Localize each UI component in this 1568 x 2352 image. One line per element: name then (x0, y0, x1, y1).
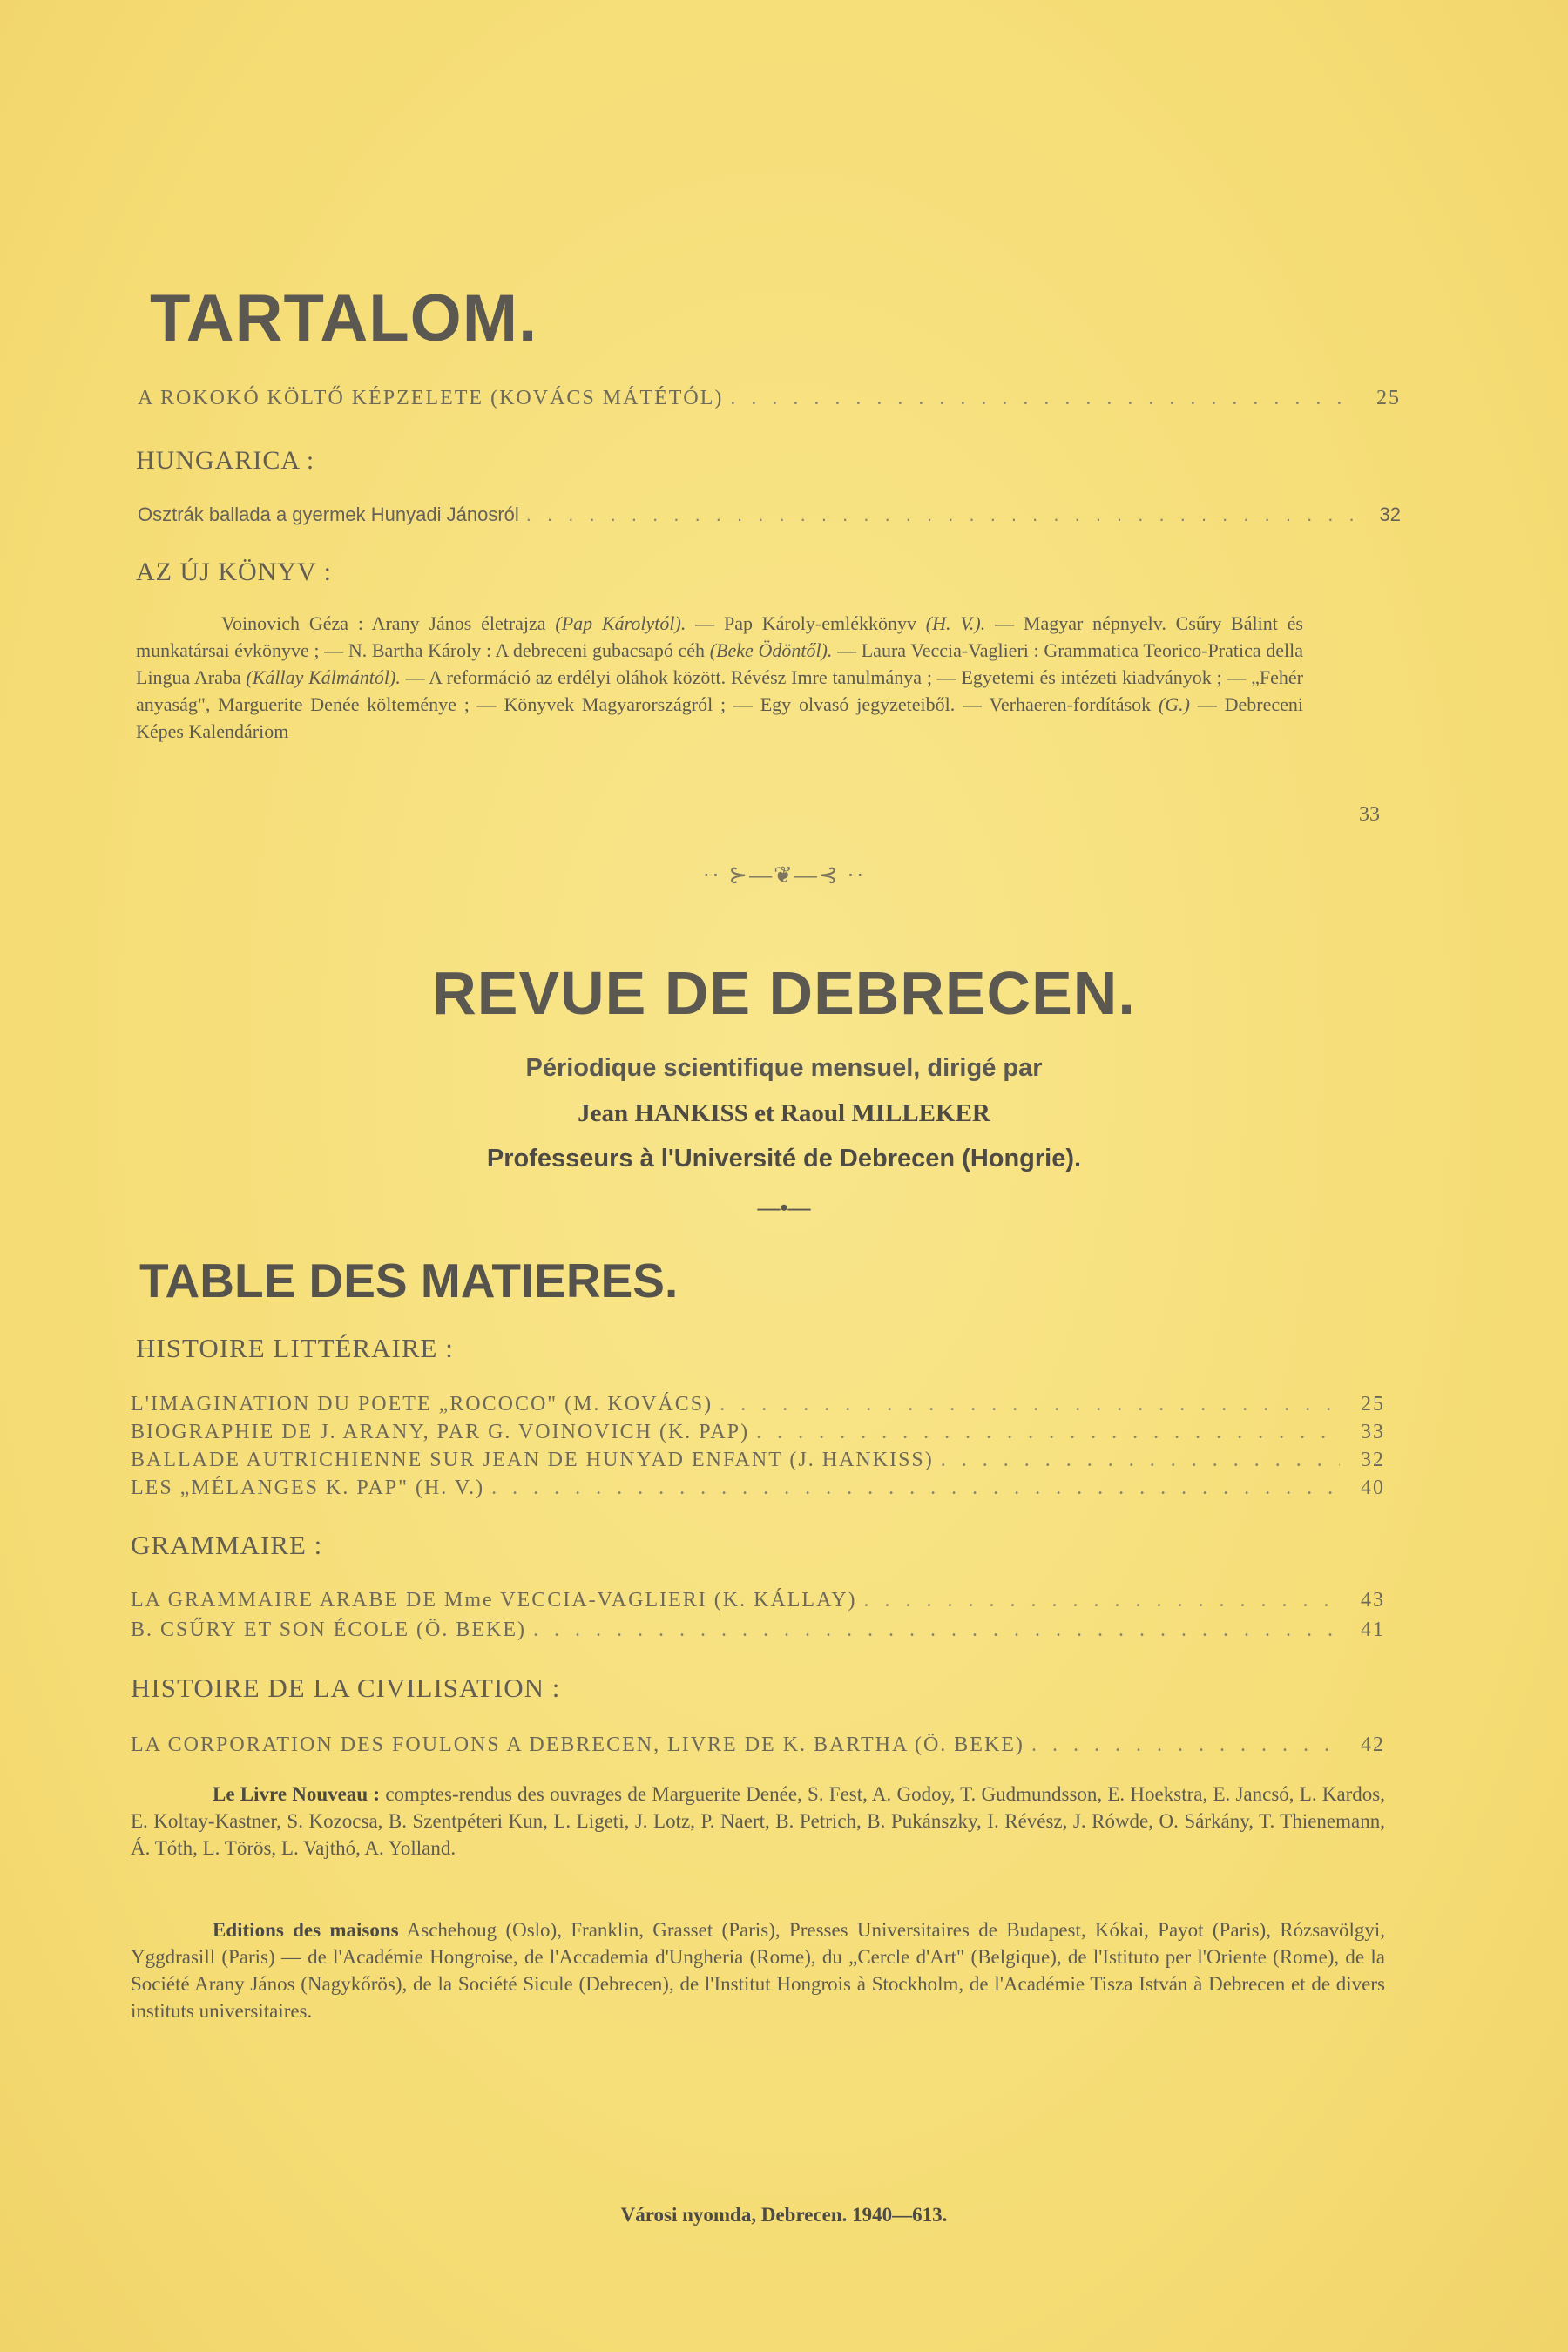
toc-entry-page: 25 (1361, 1393, 1385, 1416)
toc-entry (131, 1474, 1385, 1502)
toc-entry (131, 1585, 1385, 1615)
toc-entry (138, 504, 1401, 526)
toc-entry-page: 25 (1376, 387, 1401, 409)
toc-entry-text: LES „MÉLANGES K. PAP" (H. V.) (131, 1477, 485, 1499)
toc-entry-text: Osztrák ballada a gyermek Hunyadi Jánosról (138, 504, 519, 525)
toc-entry-page: 42 (1361, 1734, 1385, 1756)
konyv-author: (Kállay Kálmántól). (246, 666, 401, 688)
civ-heading: HISTOIRE DE LA CIVILISATION : (131, 1673, 561, 1703)
toc-entry-page: 32 (1379, 504, 1401, 525)
toc-entry-text: BIOGRAPHIE DE J. ARANY, PAR G. VOINOVICH (K. PAP) (131, 1421, 750, 1443)
table-title: TABLE DES MATIERES. (139, 1254, 679, 1308)
konyv-author: (Beke Ödöntől). (709, 639, 833, 661)
ornament-arrow: —•— (757, 1195, 811, 1220)
hungarica-list (138, 504, 1401, 526)
grammaire-list (131, 1585, 1385, 1645)
toc-entry-page: 43 (1361, 1589, 1385, 1612)
leader-dots (1031, 1734, 1340, 1757)
leader-dots (526, 504, 1355, 526)
toc-entry (131, 1418, 1385, 1446)
toc-entry-page: 40 (1361, 1477, 1385, 1499)
leader-dots (730, 387, 1355, 410)
konyv-author: (H. V.). (925, 612, 986, 634)
toc-entry-page: 33 (1361, 1421, 1385, 1443)
toc-entry (131, 1446, 1385, 1474)
toc-entry-text: L'IMAGINATION DU POETE „ROCOCO" (M. KOVÁCS) (131, 1393, 713, 1416)
konyv-text: — Magyar népnyelv. Csűry Bálint és munkatársai évkönyve ; — N. Bartha Károly : A debreceni gubacsapó céh (136, 612, 1303, 661)
konyv-text: — Pap Károly-emlékkönyv (686, 612, 926, 634)
toc-entry-page: 41 (1361, 1619, 1385, 1641)
editions-paragraph (131, 1916, 1385, 2024)
konyv-author: (Pap Károlytól). (555, 612, 686, 634)
konyv-page: 33 (1359, 803, 1380, 826)
toc-entry-page: 32 (1361, 1449, 1385, 1471)
hist-lit-heading: HISTOIRE LITTÉRAIRE : (136, 1333, 454, 1363)
livre-text: comptes-rendus des ouvrages de Marguerite Denée, S. Fest, A. Godoy, T. Gudmundsson, E. Hoekstra, E. Jancsó, L. Kardos, E. Koltay-Kastner, S. Kozocsa, B. Szentpéteri Kun, L. Ligeti, J. Lotz, P. Naert, B. Petrich, B. Pukánszky, I. Révész, J. Rówde, O. Sárkány, T. Thienemann, Á. Tóth, L. Törös, L. Vajthó, A. Yolland. (131, 1783, 1386, 1859)
konyv-author: (G.) (1158, 693, 1190, 715)
editions-lead: Editions des maisons (213, 1919, 399, 1941)
leader-dots (491, 1474, 1340, 1502)
leader-dots (533, 1615, 1340, 1645)
toc-entry-text: B. CSŰRY ET SON ÉCOLE (Ö. BEKE) (131, 1619, 527, 1641)
civ-list (131, 1734, 1385, 1757)
journal-title: REVUE DE DEBRECEN. (432, 959, 1136, 1027)
journal-directors: Jean HANKISS et Raoul MILLEKER (578, 1099, 990, 1127)
toc-entry-text: LA GRAMMAIRE ARABE DE Mme VECCIA-VAGLIERI (K. KÁLLAY) (131, 1589, 857, 1612)
ornament-divider: ·· ⊱—❦—⊰ ·· (702, 862, 866, 888)
toc-entry-text: A ROKOKÓ KÖLTŐ KÉPZELETE (KOVÁCS MÁTÉTÓL) (138, 387, 724, 409)
leader-dots (720, 1390, 1340, 1418)
konyv-text: — Laura Veccia-Vaglieri : Grammatica Teorico-Pratica della Lingua Araba (136, 639, 1304, 688)
konyv-text: — A reformáció az erdélyi oláhok között. Révész Imre tanulmánya ; — Egyetemi és intézeti kiadványok ; — „Fehér anyaság", Marguerite Denée költeménye ; — Könyvek Magyarországról ; — Egy olvasó jegyzeteiből. — Verhaeren-fordítások (136, 666, 1304, 715)
journal-subtitle: Périodique scientifique mensuel, dirigé par (525, 1054, 1043, 1082)
toc-entry (131, 1734, 1385, 1757)
livre-nouveau-paragraph (131, 1781, 1385, 1862)
printer-footer: Városi nyomda, Debrecen. 1940—613. (620, 2204, 948, 2226)
hu-main-list (138, 387, 1401, 410)
konyv-text: Voinovich Géza : Arany János életrajza (221, 612, 556, 634)
toc-entry (131, 1615, 1385, 1645)
grammaire-heading: GRAMMAIRE : (131, 1530, 323, 1560)
tartalom-title: TARTALOM. (150, 281, 538, 355)
editions-text: Aschehoug (Oslo), Franklin, Grasset (Paris), Presses Universitaires de Budapest, Kókai, Payot (Paris), Rózsavölgyi, Yggdrasill (Paris) — de l'Académie Hongroise, de l'Accademia d'Ungheria (Rome), du „Cercle d'Art" (Belgique), de l'Istituto per l'Oriente (Rome), de la Société Arany János (Nagykőrös), de la Société Sicule (Debrecen), de l'Institut Hongrois à Stockholm, de l'Académie Tisza István à Debrecen et de divers instituts universitaires. (131, 1919, 1385, 2022)
journal-professors: Professeurs à l'Université de Debrecen (Hongrie). (486, 1145, 1082, 1173)
livre-lead: Le Livre Nouveau : (213, 1783, 381, 1805)
toc-entry-text: BALLADE AUTRICHIENNE SUR JEAN DE HUNYAD ENFANT (J. HANKISS) (131, 1449, 934, 1471)
konyv-heading: AZ ÚJ KÖNYV : (136, 558, 332, 586)
leader-dots (756, 1418, 1340, 1446)
toc-entry (131, 1390, 1385, 1418)
toc-entry-text: LA CORPORATION DES FOULONS A DEBRECEN, LIVRE DE K. BARTHA (Ö. BEKE) (131, 1734, 1024, 1756)
hist-lit-list (131, 1390, 1385, 1502)
konyv-paragraph (136, 610, 1303, 745)
hungarica-heading: HUNGARICA : (136, 446, 315, 475)
leader-dots (864, 1585, 1340, 1615)
toc-entry (138, 387, 1401, 410)
konyv-text: — Debreceni Képes Kalendáriom (136, 693, 1304, 742)
leader-dots (941, 1446, 1340, 1474)
